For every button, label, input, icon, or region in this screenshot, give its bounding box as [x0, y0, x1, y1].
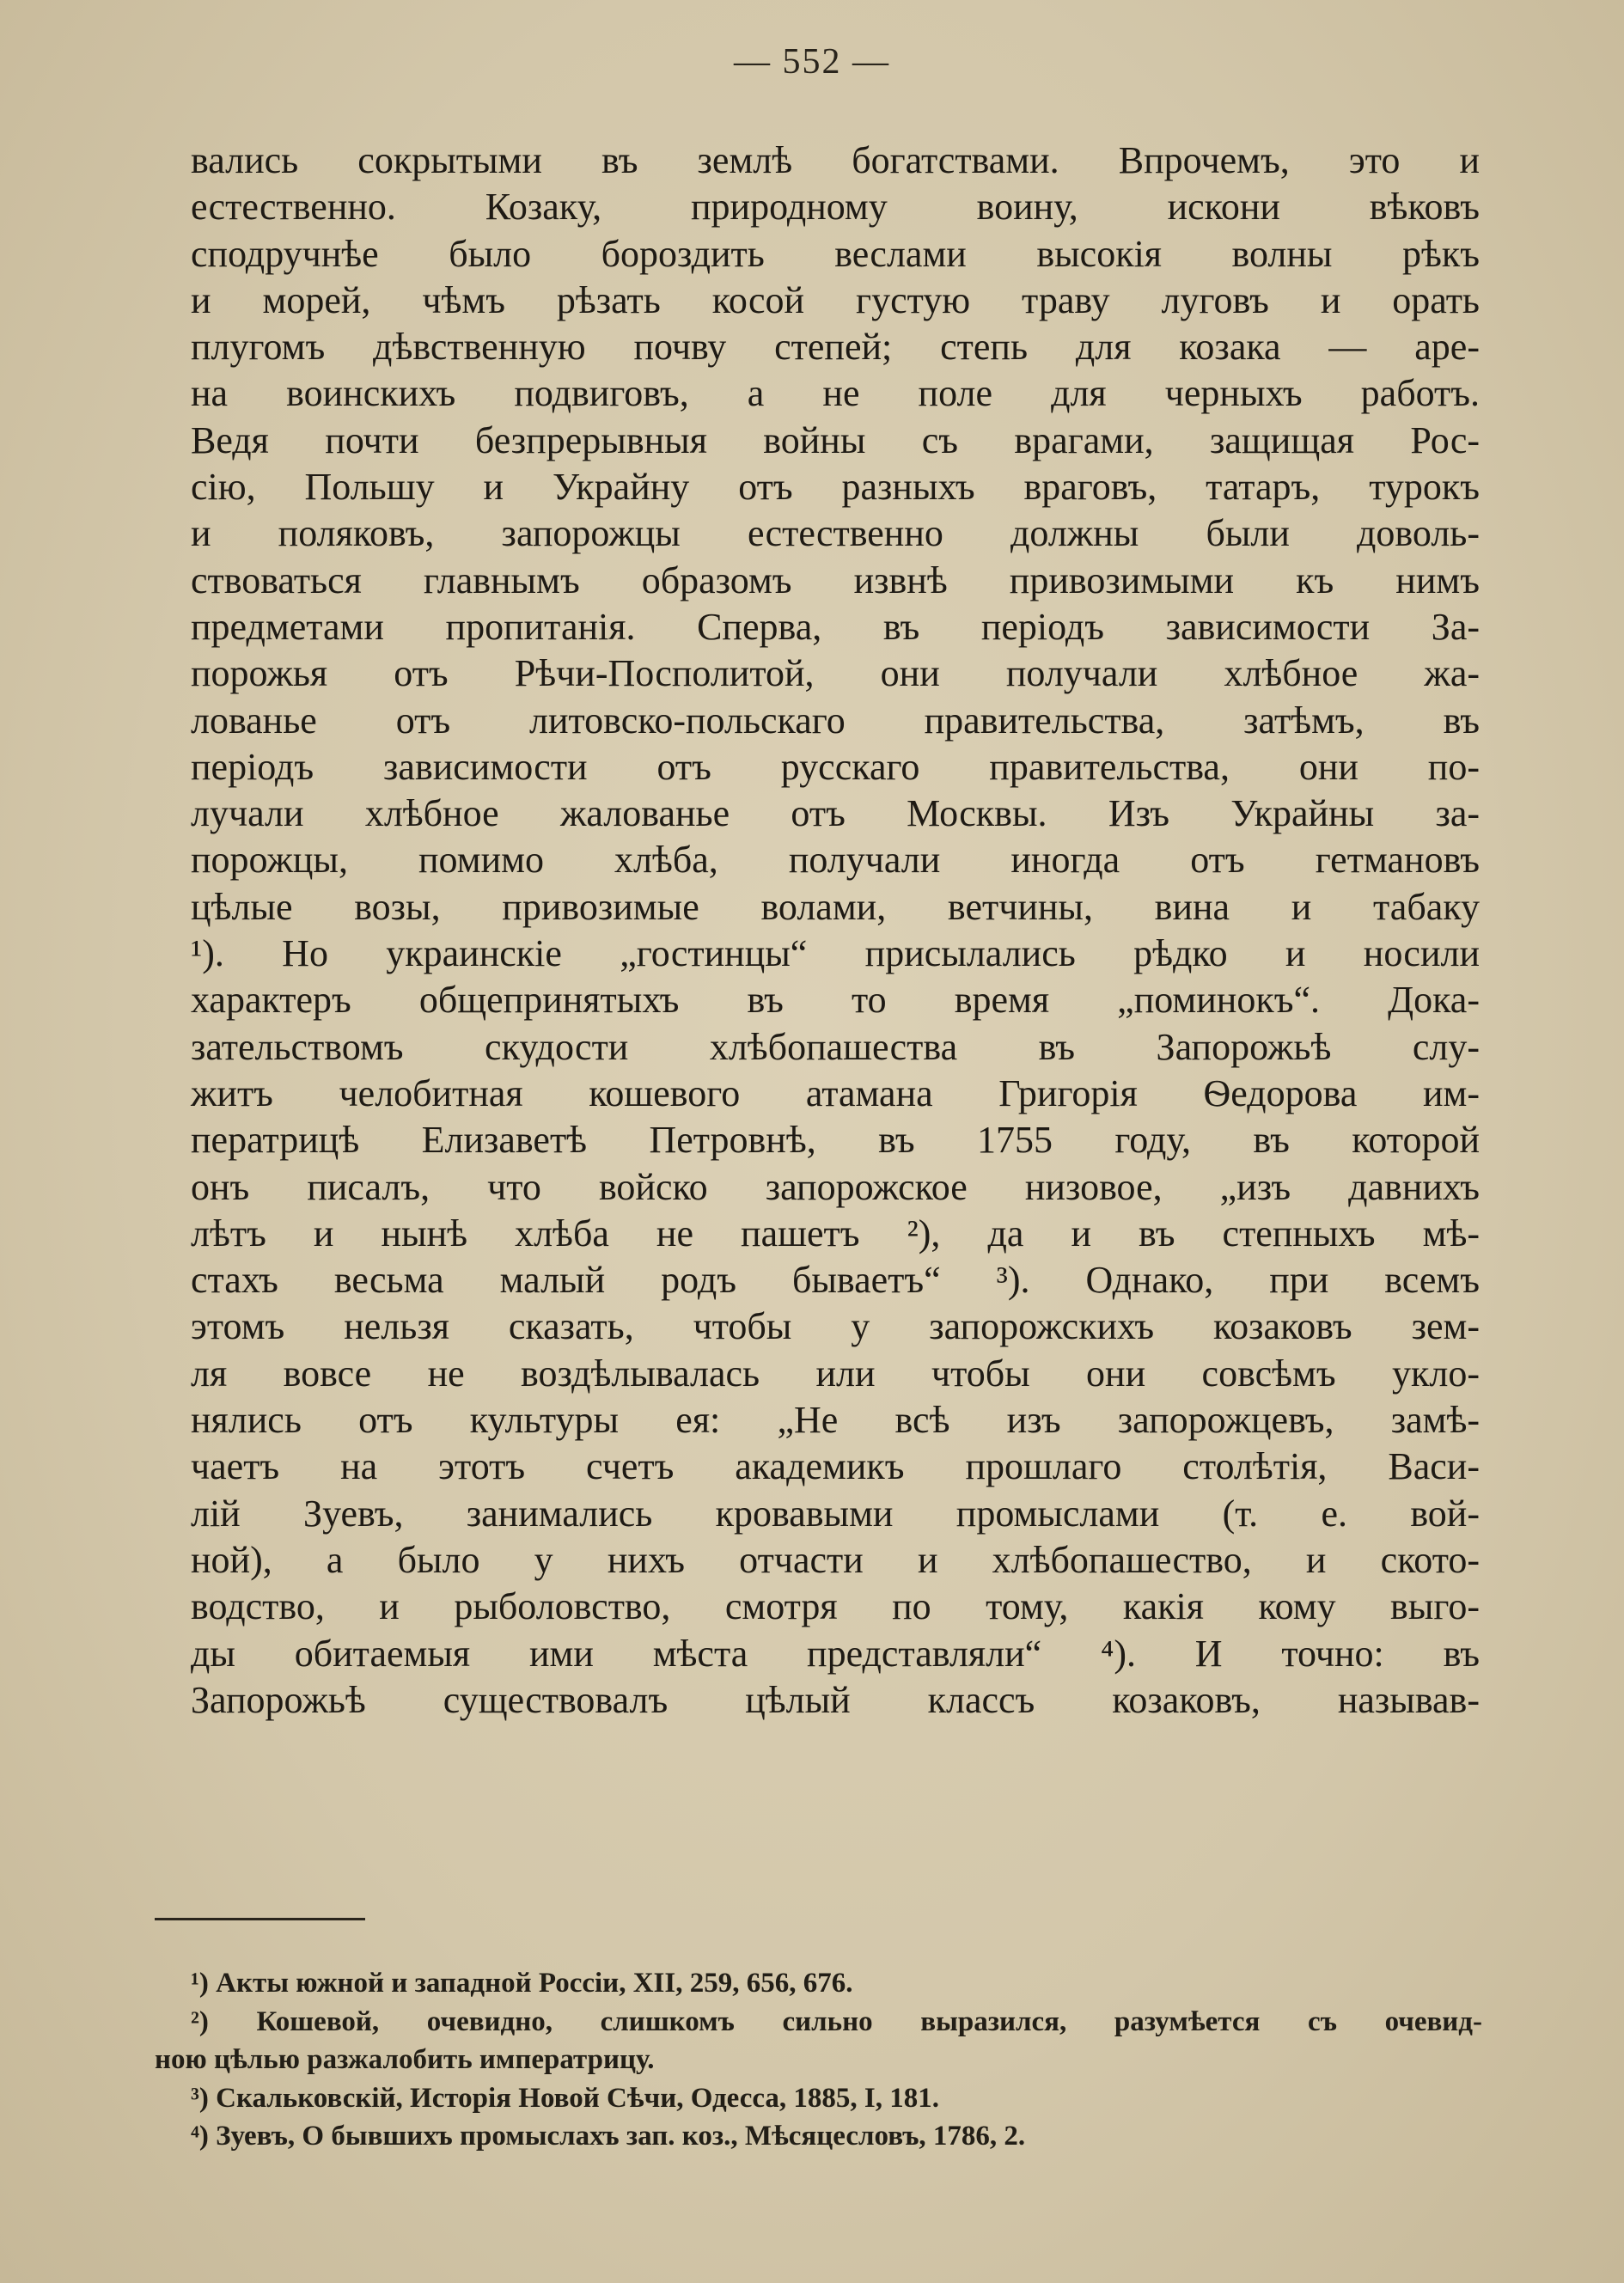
body-line-29: чаетъ на этотъ счетъ академикъ прошлаго столѣтія, Васи-	[191, 1445, 1480, 1488]
body-line-14: періодъ зависимости отъ русскаго правительства, они по-	[191, 745, 1480, 788]
body-line-13: лованье отъ литовско-польскаго правительства, затѣмъ, въ	[191, 699, 1480, 742]
body-line-8: сію, Польшу и Украйну отъ разныхъ враговъ, татаръ, турокъ	[191, 466, 1480, 509]
body-line-11: предметами пропитанія. Сперва, въ періодъ зависимости За-	[191, 605, 1480, 648]
body-line-18: ¹). Но украинскіе „гостинцы“ присылались рѣдко и носили	[191, 932, 1480, 975]
page-number: — 552 —	[734, 42, 890, 82]
footnote-2-line-2: ною цѣлью разжалобить императрицу.	[155, 2044, 655, 2075]
footnote-3: ³) Скальковскій, Исторія Новой Сѣчи, Одесса, 1885, I, 181.	[191, 2082, 940, 2114]
body-line-16: порожцы, помимо хлѣба, получали иногда отъ гетмановъ	[191, 839, 1480, 882]
body-line-26: этомъ нельзя сказать, чтобы у запорожскихъ козаковъ зем-	[191, 1305, 1480, 1348]
body-line-33: ды обитаемыя ими мѣста представляли“ ⁴). И точно: въ	[191, 1632, 1480, 1675]
body-line-32: водство, и рыболовство, смотря по тому, какія кому выго-	[191, 1585, 1480, 1628]
body-line-28: нялись отъ культуры ея: „Не всѣ изъ запорожцевъ, замѣ-	[191, 1399, 1480, 1442]
body-line-3: сподручнѣе было бороздить веслами высокія волны рѣкъ	[191, 232, 1480, 275]
body-line-24: лѣтъ и нынѣ хлѣба не пашетъ ²), да и въ степныхъ мѣ-	[191, 1212, 1480, 1254]
body-line-25: стахъ весьма малый родъ бываетъ“ ³). Однако, при всемъ	[191, 1259, 1480, 1302]
body-line-22: ператрицѣ Елизаветѣ Петровнѣ, въ 1755 году, въ которой	[191, 1119, 1480, 1162]
body-line-21: житъ челобитная кошевого атамана Григорія Ѳедорова им-	[191, 1071, 1480, 1114]
body-line-10: ствоваться главнымъ образомъ извнѣ привозимыми къ нимъ	[191, 559, 1480, 601]
footnotes	[155, 1964, 1482, 2156]
body-line-19: характеръ общепринятыхъ въ то время „поминокъ“. Дока-	[191, 979, 1480, 1022]
body-line-20: зательствомъ скудости хлѣбопашества въ Запорожьѣ слу-	[191, 1025, 1480, 1068]
body-line-6: на воинскихъ подвиговъ, а не поле для черныхъ работъ.	[191, 372, 1480, 415]
body-line-15: лучали хлѣбное жалованье отъ Москвы. Изъ Украйны за-	[191, 792, 1480, 835]
body-line-9: и поляковъ, запорожцы естественно должны были доволь-	[191, 512, 1480, 555]
body-line-12: порожья отъ Рѣчи-Посполитой, они получали хлѣбное жа-	[191, 652, 1480, 695]
footnote-4: ⁴) Зуевъ, О бывшихъ промыслахъ зап. коз., Мѣсяцесловъ, 1786, 2.	[191, 2121, 1026, 2152]
body-line-1: вались сокрытыми въ землѣ богатствами. Впрочемъ, это и	[191, 139, 1480, 181]
body-text	[191, 137, 1480, 1724]
footnote-2-line-1: ²) Кошевой, очевидно, слишкомъ сильно выразился, разумѣется съ очевид-	[191, 2005, 1482, 2037]
body-line-2: естественно. Козаку, природному воину, искони вѣковъ	[191, 186, 1480, 229]
body-line-5: плугомъ дѣвственную почву степей; степь для козака — аре-	[191, 326, 1480, 369]
body-line-34: Запорожьѣ существовалъ цѣлый классъ козаковъ, называв-	[191, 1678, 1480, 1721]
footnote-1: ¹) Акты южной и западной Россіи, XII, 259, 656, 676.	[191, 1968, 853, 1999]
body-line-7: Ведя почти безпрерывныя войны съ врагами, защищая Рос-	[191, 418, 1480, 461]
footnote-divider	[155, 1918, 365, 1920]
body-line-23: онъ писалъ, что войско запорожское низовое, „изъ давнихъ	[191, 1165, 1480, 1208]
body-line-17: цѣлые возы, привозимые волами, ветчины, вина и табаку	[191, 885, 1480, 928]
body-line-4: и морей, чѣмъ рѣзать косой густую траву луговъ и орать	[191, 278, 1480, 321]
body-line-31: ной), а было у нихъ отчасти и хлѣбопашество, и ското-	[191, 1538, 1480, 1581]
body-line-30: лій Зуевъ, занимались кровавыми промыслами (т. е. вой-	[191, 1492, 1480, 1535]
body-line-27: ля вовсе не воздѣлывалась или чтобы они совсѣмъ укло-	[191, 1352, 1480, 1395]
